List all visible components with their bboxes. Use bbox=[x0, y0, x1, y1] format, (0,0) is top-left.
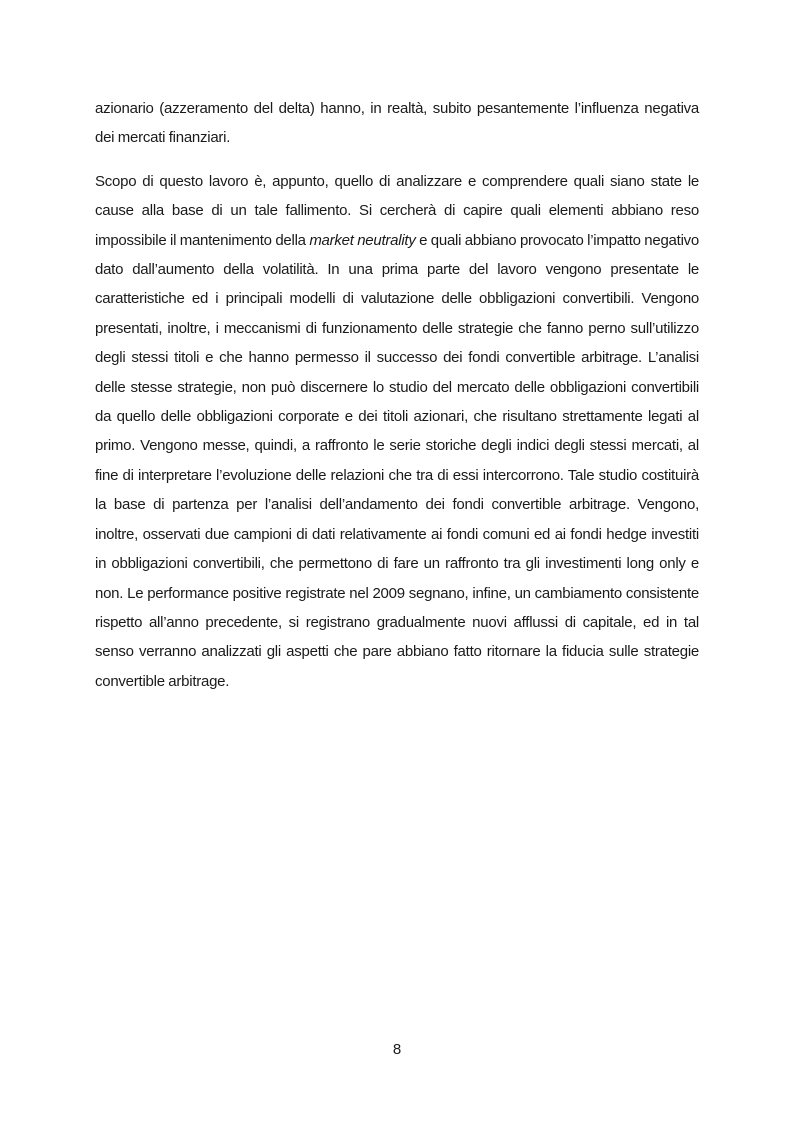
intro-paragraph: azionario (azzeramento del delta) hanno, in realtà, subito pesantemente l’influenza negativa dei mercati finanziari. bbox=[95, 100, 699, 147]
scope-paragraph-text-before: Scopo di questo lavoro è, appunto, quello di analizzare e comprendere quali siano state le cause alla base di un tale fallimento. Si cercherà di capire quali elementi abbiano reso impossibile il mantenimento della bbox=[95, 172, 699, 249]
scope-paragraph-text-after: e quali abbiano provocato l’impatto negativo dato dall’aumento della volatilità. In una prima parte del lavoro vengono presentate le caratteristiche ed i principali modelli di valutazione delle obbligazioni convertibili. Vengono presentati, inoltre, i meccanismi di funzionamento delle strategie che fanno perno sull’utilizzo degli stessi titoli e che hanno permesso il successo dei fondi convertible arbitrage. L’analisi delle stesse strategie, non può discernere lo studio del mercato delle obbligazioni convertibili da quello delle obbligazioni corporate e dei titoli azionari, che risultano strettamente legati al primo. Vengono messe, quindi, a raffronto le serie storiche degli indici degli stessi mercati, al fine di interpretare l’evoluzione delle relazioni che tra di essi intercorrono. Tale studio costituirà la base di partenza per l’analisi dell’andamento dei fondi convertible arbitrage. Vengono, inoltre, osservati due campioni di dati relativamente ai fondi comuni ed ai fondi hedge investiti in obbligazioni convertibili, che permettono di fare un raffronto tra gli investimenti long only e non. Le performance positive registrate nel 2009 segnano, infine, un cambiamento consistente rispetto all’anno precedente, si registrano gradualmente nuovi afflussi di capitale, ed in tal senso verranno analizzati gli aspetti che pare abbiano fatto ritornare la fiducia sulle strategie convertible arbitrage. bbox=[95, 231, 699, 690]
scope-paragraph bbox=[95, 167, 699, 696]
page-number: 8 bbox=[392, 1041, 402, 1058]
market-neutrality-emphasis: market neutrality bbox=[309, 231, 416, 249]
page-body bbox=[95, 94, 699, 696]
